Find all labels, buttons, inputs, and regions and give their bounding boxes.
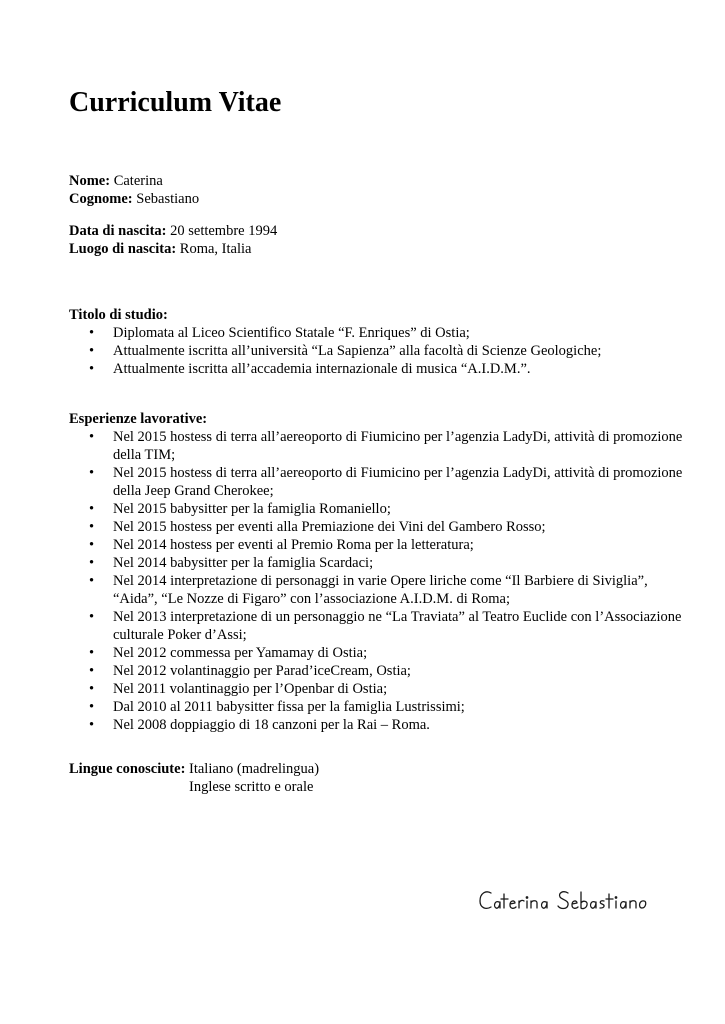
handwritten-signature (478, 884, 648, 918)
name-value: Caterina (113, 173, 163, 189)
name-line (69, 172, 163, 190)
experience-item: • Nel 2012 volantinaggio per Parad’iceCream, Ostia; (69, 662, 690, 680)
experience-item: • Nel 2015 hostess di terra all’aereoporto di Fiumicino per l’agenzia LadyDi, attività di promozione della Jeep Grand Cherokee; (69, 464, 690, 500)
experience-item: • Nel 2015 hostess per eventi alla Premiazione dei Vini del Gambero Rosso; (69, 518, 690, 536)
name-label: Nome: (69, 173, 111, 189)
birth-date-label: Data di nascita: (69, 223, 167, 239)
experience-item: • Nel 2014 interpretazione di personaggi in varie Opere liriche come “Il Barbiere di Siviglia”, “Aida”, “Le Nozze di Figaro” con l’associazione A.I.D.M. di Roma; (69, 572, 690, 608)
experience-heading: Esperienze lavorative: (69, 411, 208, 427)
experience-item: • Dal 2010 al 2011 babysitter fissa per la famiglia Lustrissimi; (69, 698, 690, 716)
experience-item: • Nel 2013 interpretazione di un personaggio ne “La Traviata” al Teatro Euclide con l’Associazione culturale Poker d’Assi; (69, 608, 690, 644)
language-item: Inglese scritto e orale (189, 779, 314, 795)
education-item: • Attualmente iscritta all’università “La Sapienza” alla facoltà di Scienze Geologiche; (69, 342, 690, 360)
languages-label: Lingue conosciute: (69, 761, 186, 777)
experience-item: • Nel 2014 babysitter per la famiglia Scardaci; (69, 554, 690, 572)
birth-place-value: Roma, Italia (179, 241, 252, 257)
education-heading: Titolo di studio: (69, 307, 168, 323)
experience-list (69, 428, 690, 734)
birth-place-line (69, 240, 251, 258)
experience-section (69, 410, 690, 734)
language-item: Italiano (madrelingua) (189, 761, 320, 777)
education-item: • Diplomata al Liceo Scientifico Statale “F. Enriques” di Ostia; (69, 324, 690, 342)
surname-label: Cognome: (69, 191, 133, 207)
birth-date-line (69, 222, 277, 240)
experience-item: • Nel 2008 doppiaggio di 18 canzoni per la Rai – Roma. (69, 716, 690, 734)
document-title: Curriculum Vitae (69, 87, 282, 118)
education-list (69, 324, 690, 378)
languages-list (189, 760, 319, 796)
surname-line (69, 190, 199, 208)
experience-item: • Nel 2015 hostess di terra all’aereoporto di Fiumicino per l’agenzia LadyDi, attività di promozione della TIM; (69, 428, 690, 464)
education-section (69, 306, 690, 378)
education-item: • Attualmente iscritta all’accademia internazionale di musica “A.I.D.M.”. (69, 360, 690, 378)
surname-value: Sebastiano (136, 191, 200, 207)
experience-item: • Nel 2011 volantinaggio per l’Openbar di Ostia; (69, 680, 690, 698)
birth-place-label: Luogo di nascita: (69, 241, 177, 257)
experience-item: • Nel 2015 babysitter per la famiglia Romaniello; (69, 500, 690, 518)
experience-item: • Nel 2012 commessa per Yamamay di Ostia; (69, 644, 690, 662)
experience-item: • Nel 2014 hostess per eventi al Premio Roma per la letteratura; (69, 536, 690, 554)
birth-date-value: 20 settembre 1994 (170, 223, 278, 239)
